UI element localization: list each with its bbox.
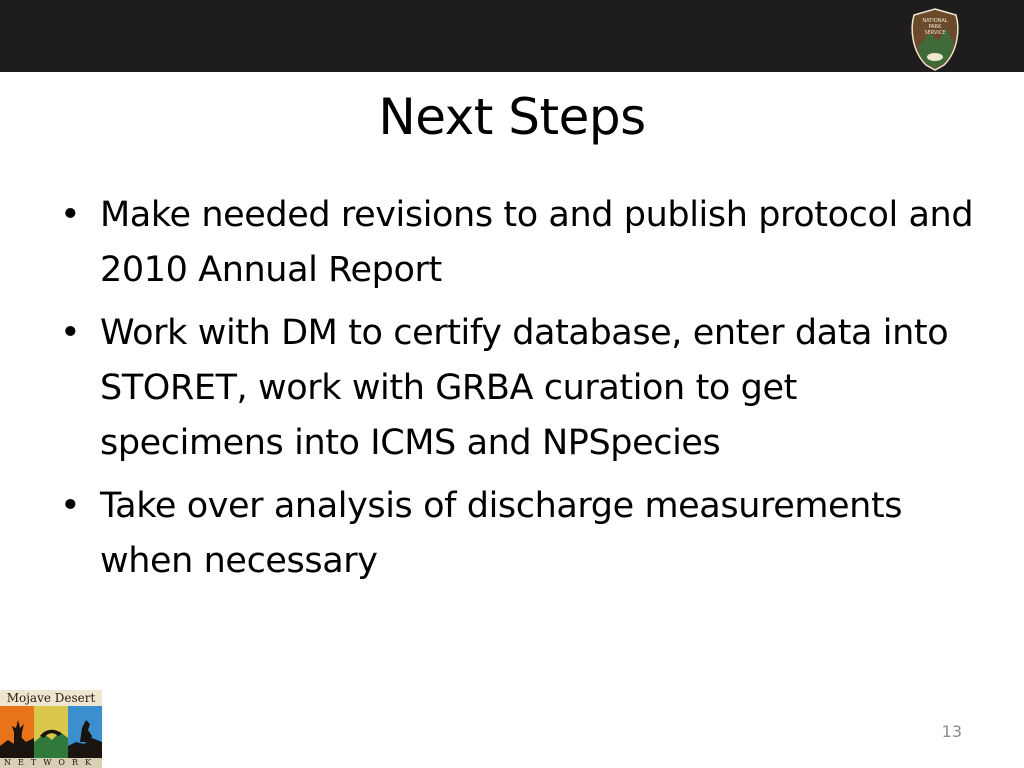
svg-text:PARK: PARK <box>928 24 942 30</box>
desert-scene-icon <box>0 706 102 758</box>
bullet-text: Work with DM to certify database, enter data into STORET, work with GRBA curation to get specimens into ICMS and NPSpecies <box>100 313 949 463</box>
bullet-marker: • <box>60 313 81 353</box>
bullet-list <box>60 188 980 597</box>
svg-text:SERVICE: SERVICE <box>924 30 946 36</box>
bullet-text: Make needed revisions to and publish protocol and 2010 Annual Report <box>100 195 974 290</box>
bullet-item <box>60 306 980 471</box>
page-number: 13 <box>941 722 962 741</box>
nps-arrowhead-icon <box>908 7 962 71</box>
slide-title: Next Steps <box>378 88 646 146</box>
logo-subtitle: NETWORK <box>0 758 102 768</box>
bullet-marker: • <box>60 195 81 235</box>
header-bar <box>0 0 1024 72</box>
mojave-desert-network-logo <box>0 690 102 768</box>
bullet-text: Take over analysis of discharge measurements when necessary <box>100 486 903 581</box>
bullet-marker: • <box>60 486 81 526</box>
bullet-item <box>60 188 980 298</box>
logo-title: Mojave Desert <box>0 690 102 706</box>
svg-text:NATIONAL: NATIONAL <box>922 18 948 24</box>
bullet-item <box>60 479 980 589</box>
